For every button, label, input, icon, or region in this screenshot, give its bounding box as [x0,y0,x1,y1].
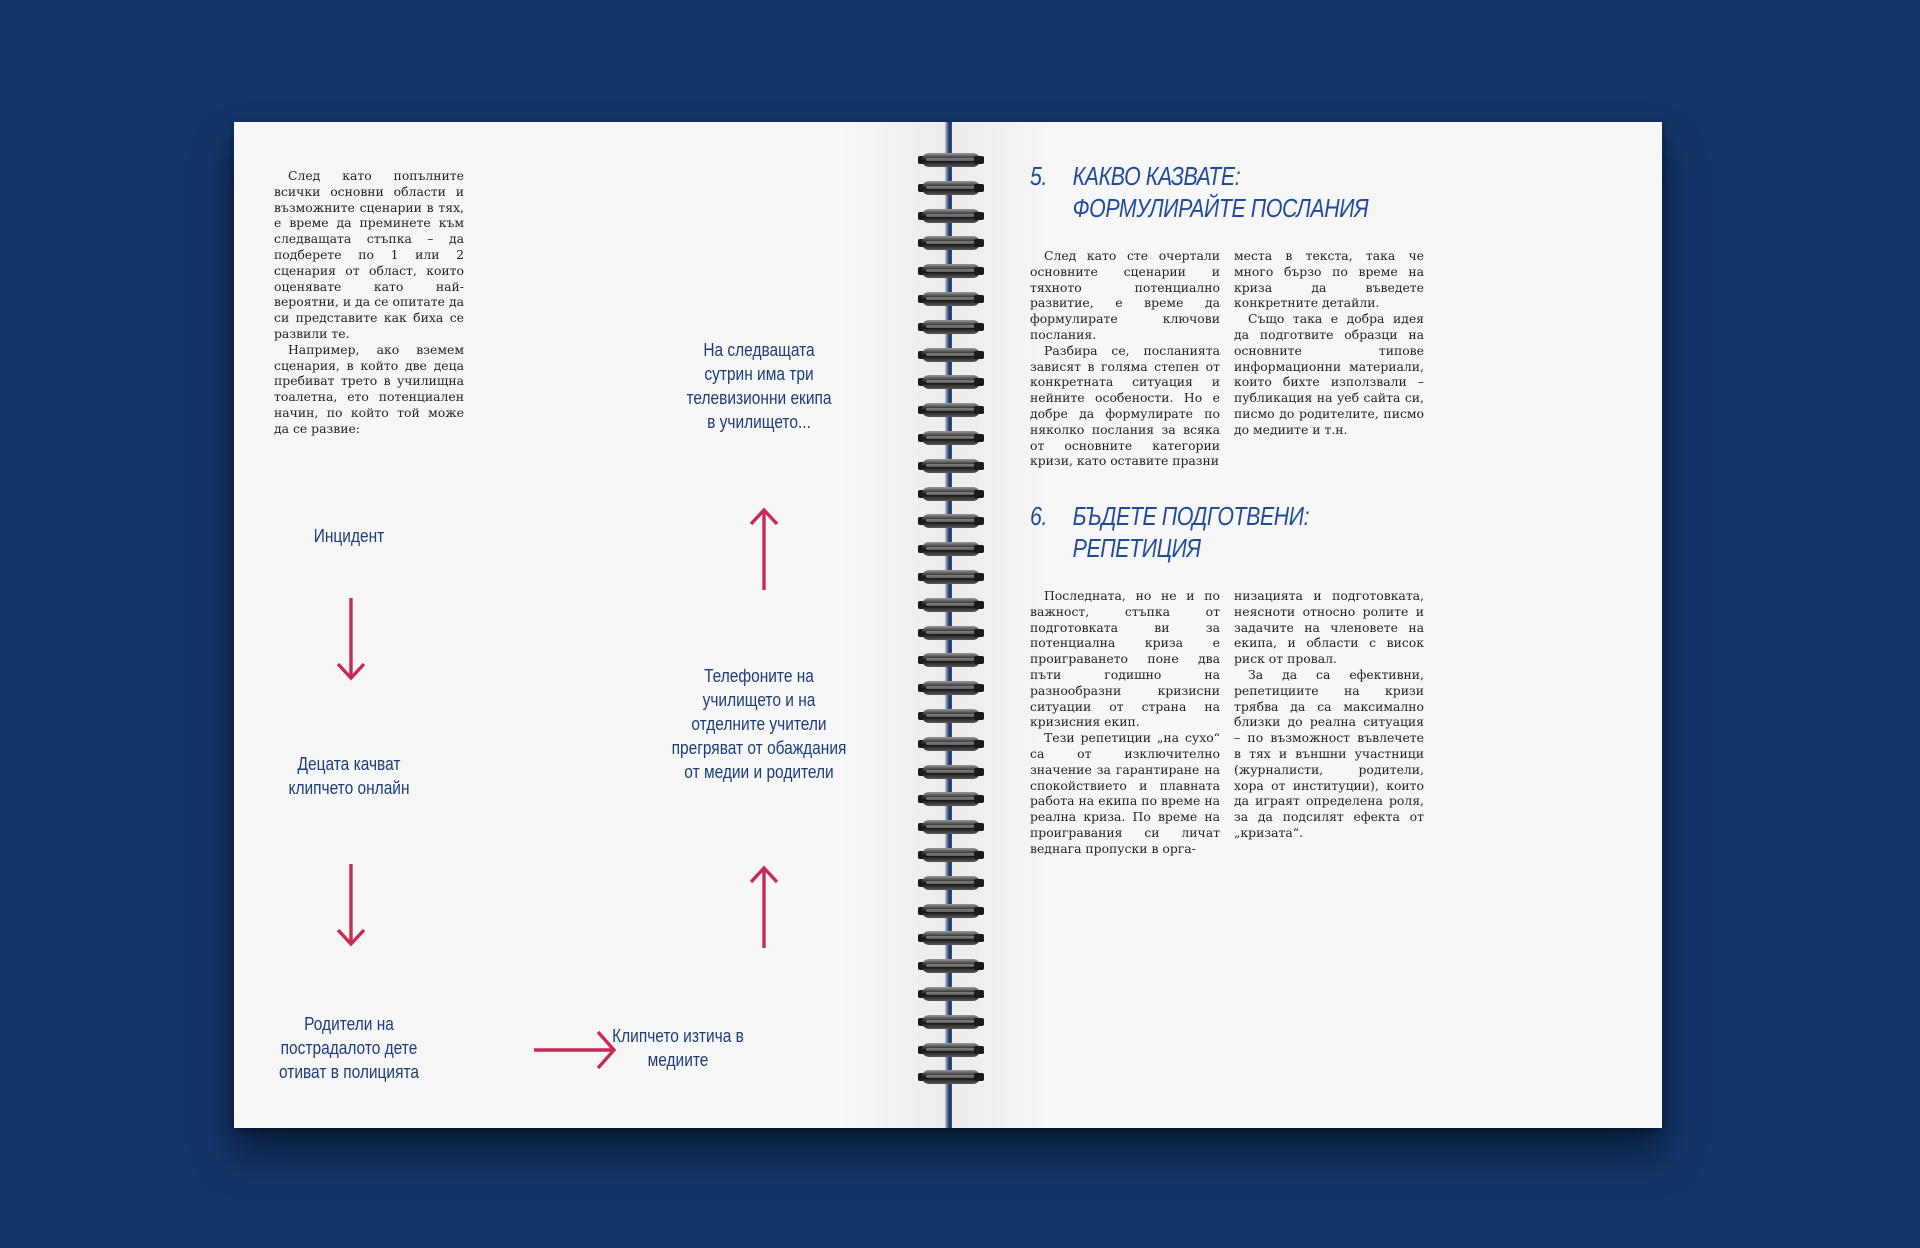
spiral-ring [912,458,990,474]
section-5-title-line2: ФОРМУЛИРАЙТЕ ПОСЛАНИЯ [1072,193,1369,223]
flow-kids-upload: Децата качват клипчето онлайн [288,754,410,798]
spiral-ring [912,680,990,696]
open-notebook [234,122,1662,1128]
section-6-col1-paragraph-2: Тези репетиции „на сухо“ са от изключително значение за гарантиране на спокойствието и плавната работа на екипа по време на реална криза. По време на проигравания си личат веднага пропуски в орга- [1030,730,1220,856]
section-5-column-2 [1234,248,1424,438]
spiral-ring [912,235,990,251]
intro-paragraph-2: Например, ако вземем сценария, в който две деца пребиват трето в училищна тоалетна, ето потенциален начин, по който той може да се развие: [274,341,464,436]
spiral-ring [912,208,990,224]
section-6-column-1 [1030,588,1220,857]
section-6-col2-paragraph-1: низацията и подготовката, неясноти относно ролите и задачите на членовете на екипа, и области с висок риск от провал. [1234,588,1424,667]
spiral-ring [912,903,990,919]
spiral-ring [912,569,990,585]
section-5-col1-paragraph-2: Разбира се, посланията зависят в голяма степен от конкретната ситуация и нейните особености. Но е добре да формулирате по няколко послания за всяка от основните категории кризи, като оставите празни [1030,342,1220,469]
section-6-column-2 [1234,588,1424,841]
spiral-ring [912,958,990,974]
right-page [952,122,1662,1128]
intro-paragraph-1: След като попълните всички основни области и възможните сценарии в тях, е време да преминете към следващата стъпка – да подберете по 1 или 2 сценария от област, които оценявате като най-вероятни, и да се опитате да си представите как биха се развили те. [274,168,464,341]
section-6-title-line2: РЕПЕТИЦИЯ [1072,533,1201,563]
flow-clip-leaks: Клипчето изтича в медиите [612,1026,744,1070]
spiral-ring [912,597,990,613]
flow-phones-ring: Телефоните на училището и на отделните учители прегряват от обаждания от медии и родители [671,666,847,782]
section-5-heading [1030,160,1368,224]
intro-text [274,168,464,437]
spiral-ring [912,930,990,946]
section-5-title-line1: КАКВО КАЗВАТЕ: [1072,161,1241,191]
spiral-ring [912,513,990,529]
spiral-ring [912,263,990,279]
spiral-ring [912,986,990,1002]
spiral-ring [912,847,990,863]
spiral-binding [912,152,990,1102]
left-page [234,122,948,1128]
spiral-ring [912,402,990,418]
flow-tv-crews: На следващата сутрин има три телевизионни екипа в училището... [686,340,832,432]
spiral-ring [912,291,990,307]
section-6-col1-paragraph-1: Последната, но не и по важност, стъпка от подготовката ви за потенциална криза е проиграването поне два пъти годишно на разнообразни кризисни ситуации от страна на кризисния екип. [1030,588,1220,730]
arrow-up-icon [749,506,779,592]
section-6-heading [1030,500,1309,564]
spiral-ring [912,652,990,668]
section-5-number: 5. [1030,161,1047,191]
arrow-up-icon [749,864,779,950]
spiral-ring [912,791,990,807]
spiral-ring [912,875,990,891]
spiral-ring [912,1014,990,1030]
section-5-column-1 [1030,248,1220,469]
spiral-ring [912,625,990,641]
spiral-ring [912,430,990,446]
section-6-title-line1: БЪДЕТЕ ПОДГОТВЕНИ: [1072,501,1310,531]
spiral-ring [912,819,990,835]
section-5-col1-paragraph-1: След като сте очертали основните сценарии и тяхното потенциално развитие, е време да формулирате ключови послания. [1030,248,1220,342]
spiral-ring [912,180,990,196]
spiral-ring [912,152,990,168]
spiral-ring [912,541,990,557]
spiral-ring [912,347,990,363]
spiral-ring [912,736,990,752]
spiral-ring [912,486,990,502]
section-5-col2-paragraph-1: места в текста, така че много бързо по време на криза да въведете конкретните детайли. [1234,248,1424,311]
flow-incident: Инцидент [313,526,385,546]
arrow-down-icon [336,596,366,682]
spiral-ring [912,1042,990,1058]
spiral-ring [912,708,990,724]
section-5-col2-paragraph-2: Също така е добра идея да подготвите образци на основните типове информационни материали, които бихте използвали – публикация на уеб сайта си, писмо до родителите, писмо до медиите и т.н. [1234,311,1424,437]
spiral-ring [912,374,990,390]
section-6-number: 6. [1030,501,1047,531]
arrow-down-icon [336,862,366,948]
section-6-col2-paragraph-2: За да са ефективни, репетициите на кризи трябва да са максимално близки до реална ситуация – по възможност въвлечете в тях и външни участници (журналисти, родители, хора от институции), които да играят определена роля, за да подсилят ефекта от „кризата“. [1234,666,1424,840]
spiral-ring [912,764,990,780]
spiral-ring [912,1069,990,1085]
spiral-ring [912,319,990,335]
flow-parents-report: Родители на пострадалото дете отиват в полицията [278,1014,419,1082]
